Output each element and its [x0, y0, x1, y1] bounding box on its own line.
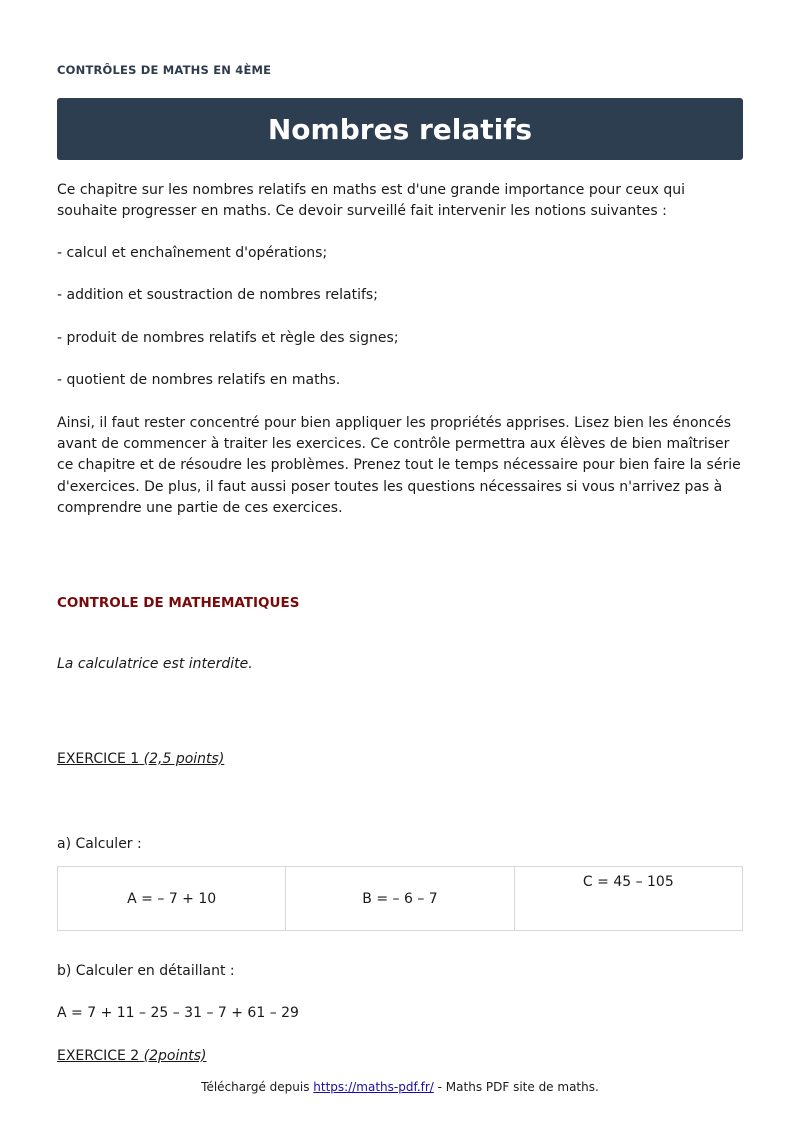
intro-paragraph: Ce chapitre sur les nombres relatifs en maths est d'une grande importance pour ceux qui souhaite progresser en maths. Ce devoir surveillé fait intervenir les notions suivantes : — [57, 182, 685, 220]
calculation-table — [57, 866, 743, 931]
exercise-2-points: (2points) — [143, 1048, 207, 1064]
page-title: Nombres relatifs — [267, 112, 533, 146]
conclusion-paragraph: Ainsi, il faut rester concentré pour bien appliquer les propriétés apprises. Lisez bien les énoncés avant de commencer à traiter les exercices. Ce contrôle permettra aux élèves de bien maîtriser ce chapitre et de résoudre les problèmes. Prenez tout le temps nécessaire pour bien faire la série d'exercices. De plus, il faut aussi poser toutes les questions nécessaires si vous n'arrivez pas à comprendre une partie de ces exercices. — [57, 415, 741, 516]
exercise-1-part-a: a) Calculer : — [57, 836, 142, 852]
exercise-1-title — [57, 749, 743, 770]
notion-item-2: - addition et soustraction de nombres relatifs; — [57, 287, 378, 303]
exercise-1-label: EXERCICE 1 — [57, 751, 140, 767]
title-banner — [57, 98, 743, 160]
footer-link[interactable]: https://maths-pdf.fr/ — [313, 1080, 434, 1094]
calculator-note: La calculatrice est interdite. — [57, 656, 253, 672]
category-label: CONTRÔLES DE MATHS EN 4ÈME — [57, 63, 272, 77]
page-footer — [0, 1080, 800, 1094]
footer-prefix: Téléchargé depuis — [201, 1080, 314, 1094]
notion-item-4: - quotient de nombres relatifs en maths. — [57, 372, 341, 388]
exercise-1-points: (2,5 points) — [143, 751, 225, 767]
calc-cell-c: C = 45 – 105 — [514, 867, 742, 931]
calc-cell-b: B = – 6 – 7 — [286, 867, 514, 931]
exercise-2-label: EXERCICE 2 — [57, 1048, 140, 1064]
calc-cell-a: A = – 7 + 10 — [58, 867, 286, 931]
footer-suffix: - Maths PDF site de maths. — [433, 1080, 599, 1094]
exercise-2-title — [57, 1046, 743, 1067]
table-row — [58, 867, 743, 931]
notion-item-1: - calcul et enchaînement d'opérations; — [57, 245, 328, 261]
exercise-1-part-b: b) Calculer en détaillant : — [57, 963, 235, 979]
notion-item-3: - produit de nombres relatifs et règle des signes; — [57, 330, 399, 346]
exercise-1-expression: A = 7 + 11 – 25 – 31 – 7 + 61 – 29 — [57, 1005, 299, 1021]
control-heading: CONTROLE DE MATHEMATIQUES — [57, 595, 300, 611]
